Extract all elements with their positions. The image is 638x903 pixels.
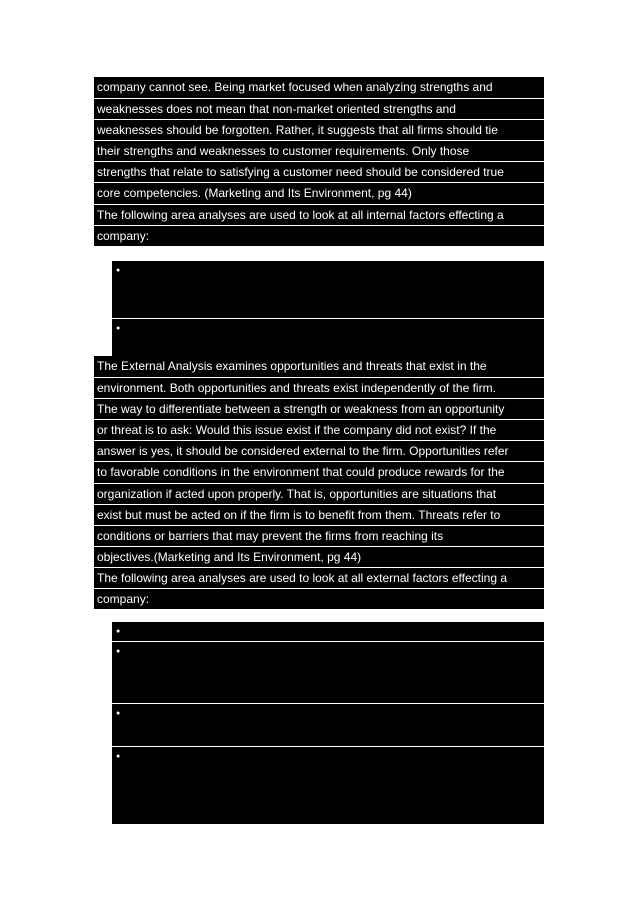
bullet-icon: ● <box>116 753 121 760</box>
list-item-text: Market analysis: Overall size, projected growth, profitability, entry <box>134 707 479 721</box>
list-item <box>112 703 544 746</box>
text-line: conditions or barriers that may prevent the firms from reaching its <box>94 525 544 546</box>
text-line: The following area analyses are used to look at all internal factors effecting a <box>94 204 544 225</box>
text-line: The External Analysis examines opportunities and threats that exist in the <box>94 356 544 377</box>
text-line: to favorable conditions in the environment that could produce rewards for the <box>94 461 544 482</box>
bullet-icon: ● <box>116 710 121 717</box>
list-item-text: Environmental analysis: Technological, governmental, economic, <box>134 750 478 764</box>
text-line: or threat is to ask: Would this issue exist if the company did not exist? If the <box>94 419 544 440</box>
text-line: weaknesses should be forgotten. Rather, it suggests that all firms should tie <box>94 119 544 140</box>
text-line: company: <box>94 588 544 609</box>
list-item-text: evaluate performance, image, their objectives, strategies, culture, cost <box>134 664 507 678</box>
paragraph-internal-analysis <box>94 77 544 246</box>
list-item <box>112 261 544 318</box>
text-line: weaknesses does not mean that non-market oriented strengths and <box>94 98 544 119</box>
list-item-text: existing overall brand, relative cost of this new product, employee <box>134 282 481 296</box>
text-line: company: <box>94 225 544 246</box>
list-item-text: Resources: Profitability, sales, product quality brand associations, <box>134 263 482 277</box>
list-item <box>112 622 544 641</box>
list-item-text: identify external opportunities, threats, trends, and strategic <box>134 788 449 802</box>
list-item-text: Capabilities: Goal: To identify internal strategic strengths, weaknesses, <box>134 321 509 335</box>
text-line: The way to differentiate between a strength or weakness from an opportunity <box>94 398 544 419</box>
paragraph-external-analysis <box>94 356 544 609</box>
text-line: exist but must be acted on if the firm is to benefit from them. Threats refer to <box>94 504 544 525</box>
text-line: The following area analyses are used to look at all external factors effecting a <box>94 567 544 588</box>
list-item-text: uncertainties <box>134 807 203 821</box>
list-item-text: Competitive analysis: Identify completely, put in strategic groups, <box>134 645 478 659</box>
text-line: their strengths and weaknesses to customer requirements. Only those <box>94 140 544 161</box>
list-item-text: problems, constraints and uncertainties <box>134 340 343 354</box>
bullet-icon: ● <box>116 628 121 635</box>
bullet-icon: ● <box>116 325 121 332</box>
text-line: environment. Both opportunities and threats exist independently of the firm. <box>94 377 544 398</box>
bullet-icon: ● <box>116 267 121 274</box>
list-item <box>112 641 544 703</box>
text-line: company cannot see. Being market focused when analyzing strengths and <box>94 77 544 98</box>
list-item-text: capability, product portfolio analysis <box>134 301 323 315</box>
text-line: answer is yes, it should be considered external to the firm. Opportunities refer <box>94 440 544 461</box>
text-line: objectives.(Marketing and Its Environment, pg 44) <box>94 546 544 567</box>
external-factors-list <box>112 622 544 824</box>
list-item <box>112 746 544 824</box>
text-line: strengths that relate to satisfying a customer need should be considered true <box>94 161 544 182</box>
list-item-text: structure, strengths, weakness <box>134 683 297 697</box>
list-item <box>112 318 544 357</box>
text-line: organization if acted upon properly. That is, opportunities are situations that <box>94 483 544 504</box>
list-item-text: cultural, demographic, scenarios, information-need areas Goal: To <box>134 769 485 783</box>
list-item-text: Customer analysis: Segments, motivations, unmet needs <box>134 624 437 638</box>
internal-factors-list <box>112 261 544 357</box>
bullet-icon: ● <box>116 648 121 655</box>
text-line: core competencies. (Marketing and Its Environment, pg 44) <box>94 182 544 203</box>
list-item-text: barriers, cost structure, distribution system, trends, key success factors <box>134 726 511 740</box>
